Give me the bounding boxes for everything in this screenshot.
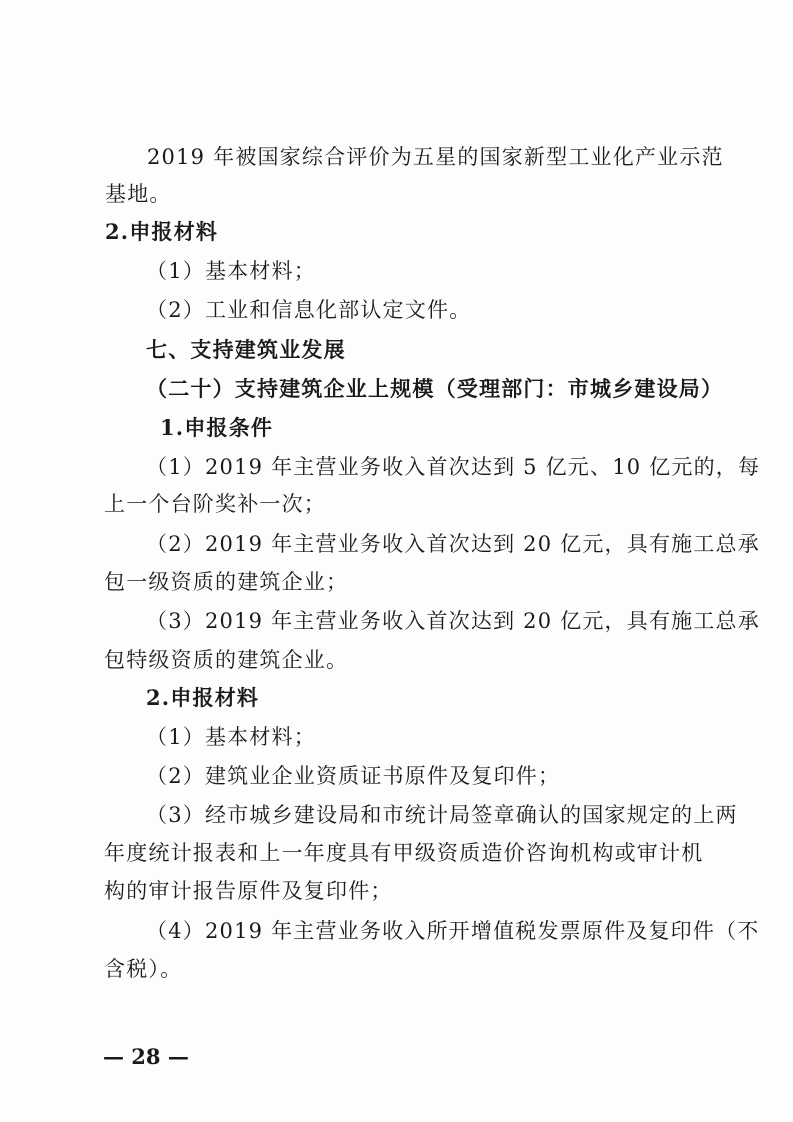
material-4-line-2: 含税）。 (104, 957, 183, 981)
list-item-basic: （1）基本材料； (146, 259, 316, 283)
condition-1-line-1: （1）2019 年主营业务收入首次达到 5 亿元、10 亿元的，每 (146, 455, 761, 479)
material-2: （2）建筑业企业资质证书原件及复印件； (146, 764, 561, 788)
material-3-line-2: 年度统计报表和上一年度具有甲级资质造价咨询机构或审计机 (104, 841, 704, 865)
material-3-line-3: 构的审计报告原件及复印件； (104, 879, 393, 903)
material-3-line-1: （3）经市城乡建设局和市统计局签章确认的国家规定的上两 (146, 803, 738, 827)
condition-2-line-1: （2）2019 年主营业务收入首次达到 20 亿元，具有施工总承 (146, 532, 760, 556)
para-line-1: 2019 年被国家综合评价为五星的国家新型工业化产业示范 (147, 145, 724, 169)
condition-1-line-2: 上一个台阶奖补一次； (104, 492, 326, 516)
condition-3-line-1: （3）2019 年主营业务收入首次达到 20 亿元，具有施工总承 (146, 609, 760, 633)
para-line-2: 基地。 (105, 182, 172, 206)
material-1: （1）基本材料； (146, 725, 316, 749)
section-heading-materials: 2.申报材料 (105, 219, 219, 244)
heading-materials-2: 2.申报材料 (146, 685, 260, 710)
list-item-mii-doc: （2）工业和信息化部认定文件。 (146, 298, 472, 322)
condition-2-line-2: 包一级资质的建筑企业； (104, 570, 349, 594)
material-4-line-1: （4）2019 年主营业务收入所开增值税发票原件及复印件（不 (146, 919, 760, 943)
subsection-heading: （二十）支持建筑企业上规模（受理部门：市城乡建设局） (146, 376, 724, 401)
heading-conditions: 1.申报条件 (160, 415, 274, 440)
condition-3-line-2: 包特级资质的建筑企业。 (104, 648, 349, 672)
page-number: — 28 — (103, 1044, 189, 1069)
chapter-heading: 七、支持建筑业发展 (146, 337, 346, 362)
